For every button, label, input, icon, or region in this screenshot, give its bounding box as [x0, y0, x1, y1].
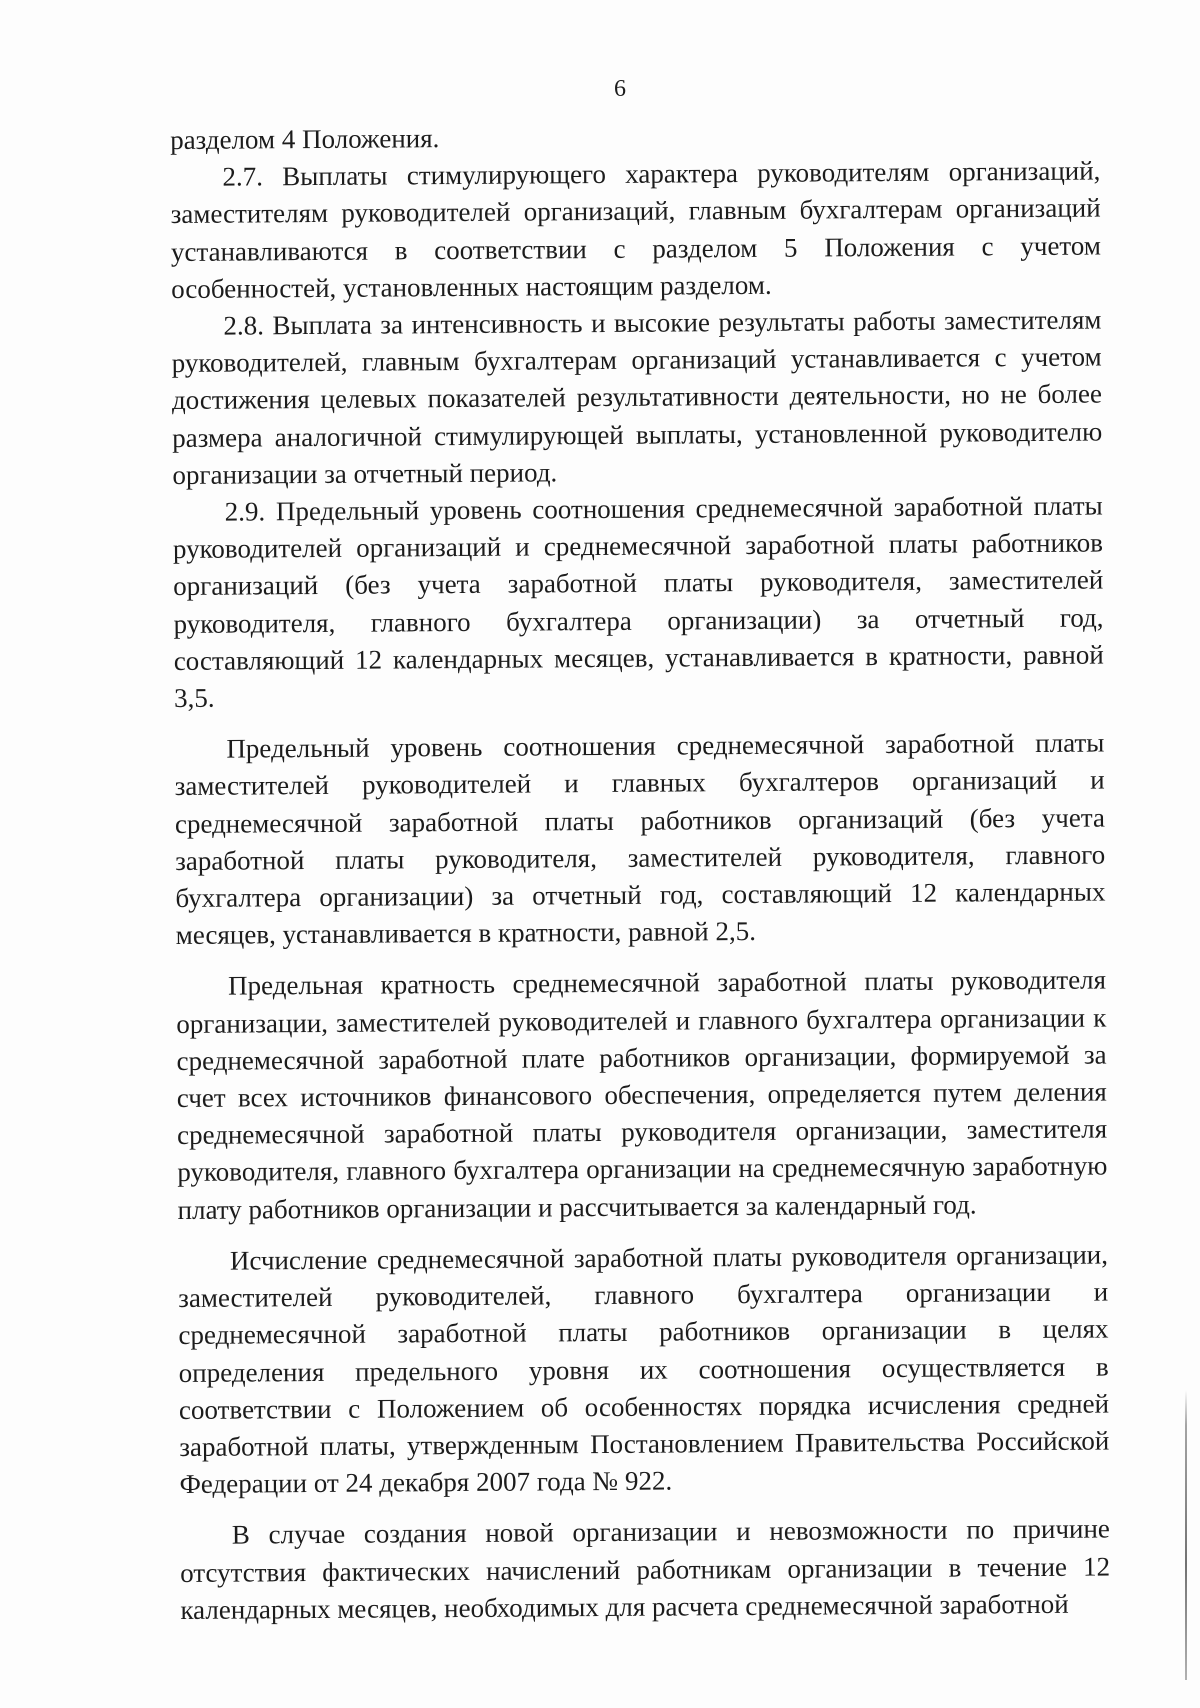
paragraph-2-9: 2.9. Предельный уровень соотношения среднемесячной заработной платы руководителей организаций и среднемесячной заработной платы работников организаций (без учета заработной платы руководителя, заместителей руководителя, главного бухгалтера организации) за отчетный год, составляющий 12 календарных месяцев, устанавливается в кратности, равной 3,5.: [172, 490, 1104, 714]
paragraph-2-8: 2.8. Выплата за интенсивность и высокие результаты работы заместителям руководителей, главным бухгалтерам организаций устанавливается с учетом достижения целевых показателей результативности деятельности, но не более размера аналогичной стимулирующей выплаты, установленной руководителю организации за отчетный период.: [171, 304, 1103, 490]
paragraph-2-7: 2.7. Выплаты стимулирующего характера руководителям организаций, заместителям руководителей организаций, главным бухгалтерам организаций устанавливаются в соответствии с разделом 5 Положения с учетом особенностей, установленных настоящим разделом.: [170, 155, 1101, 304]
page-number: 6: [614, 76, 626, 102]
scan-edge-line: [1185, 1390, 1187, 1680]
document-body: [170, 116, 1110, 1629]
paragraph-multiplicity: Предельная кратность среднемесячной заработной платы руководителя организации, заместителей руководителей и главного бухгалтера организации к среднемесячной заработной плате работников организации, формируемой за счет всех источников финансового обеспечения, определяется путем деления среднемесячной заработной платы руководителя организации, заместителя руководителя, главного бухгалтера организации на среднемесячную заработную плату работников организации и рассчитывается за календарный год.: [176, 964, 1108, 1225]
paragraph-new-organization: В случае создания новой организации и невозможности по причине отсутствия фактических начислений работникам организации в течение 12 календарных месяцев, необходимых для расчета среднемесячной заработной: [180, 1513, 1111, 1625]
paragraph-continuation: разделом 4 Положения.: [170, 123, 440, 155]
paragraph-calculation: Исчисление среднемесячной заработной платы руководителя организации, заместителей руководителей, главного бухгалтера организации и среднемесячной заработной платы работников организации в целях определения предельного уровня их соотношения осуществляется в соответствии с Положением об особенностях порядка исчисления средней заработной платы, утвержденным Постановлением Правительства Российской Федерации от 24 декабря 2007 года № 922.: [178, 1239, 1110, 1500]
paragraph-deputy-ratio: Предельный уровень соотношения среднемесячной заработной платы заместителей руководителей и главных бухгалтеров организаций и среднемесячной заработной платы работников организаций (без учета заработной платы руководителя, заместителей руководителя, главного бухгалтера организации) за отчетный год, составляющий 12 календарных месяцев, устанавливается в кратности, равной 2,5.: [174, 727, 1106, 951]
